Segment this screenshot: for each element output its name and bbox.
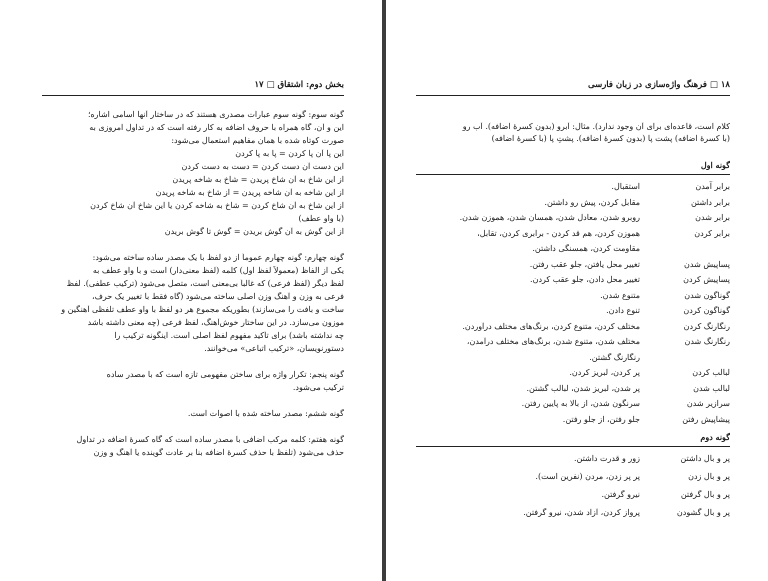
definition-term: گوناگون شدن bbox=[684, 290, 730, 300]
definition-row bbox=[386, 454, 768, 464]
definition-text: تغییر محل یافتن، جلو عقب رفتن. bbox=[529, 259, 640, 269]
definition-text: پر پر زدن، مردن (نفرین است). bbox=[535, 472, 640, 481]
definition-term: برابر آمدن bbox=[695, 182, 730, 191]
definition-row bbox=[386, 275, 768, 285]
body-text-line: گونه پنجم: تکرار واژه برای ساختن مفهومی تازه است که با مصدر ساده bbox=[106, 370, 344, 379]
definition-term: گوناگون کردن bbox=[683, 306, 730, 315]
intro-line: (با کسرهٔ اضافه) پشت پا (بدون کسرهٔ اضافه). پشتِ پا (با کسرهٔ اضافه) bbox=[491, 134, 730, 143]
body-text-line: گونه ششم: مصدر ساخته شده با اصوات است. bbox=[187, 409, 344, 418]
body-text-line: لفظ دیگر (لفظ فرعی) که غالباً بی‌معنی است، متصل می‌شود (ترکیب عطفی). لفظ bbox=[66, 279, 344, 288]
definition-text: نیرو گرفتن. bbox=[601, 490, 640, 499]
left-page-header: بخش دوم: اشتقاق □ ۱۷ bbox=[254, 80, 344, 90]
definition-text: مقاومت کردن، همسنگی داشتن. bbox=[532, 244, 640, 253]
definition-term: لبالب کردن bbox=[692, 368, 730, 377]
definition-row bbox=[386, 182, 768, 192]
definition-row bbox=[386, 337, 768, 347]
definition-row bbox=[386, 322, 768, 332]
definition-text: پر کردن، لبریز کردن. bbox=[569, 368, 640, 377]
definition-term: رنگارنگ کردن bbox=[683, 321, 730, 331]
definition-text: پرواز کردن، آزاد شدن، نیرو گرفتن. bbox=[523, 508, 640, 517]
body-text-line: گونه سوم: گونه سوم عبارات مصدری هستند که در ساختار آنها اسامی اشاره؛ bbox=[87, 110, 344, 119]
body-text-line: چه نداشته باشد) برای تأکید مفهوم لفظ اصلی است. اینگونه ترکیب را bbox=[114, 331, 344, 340]
body-text-line: این دست آن دست کردن = دست به دست کردن bbox=[181, 162, 344, 171]
definition-text: سرنگون شدن، از بالا به پایین رفتن. bbox=[521, 399, 640, 408]
body-text-line: یکی از الفاظ (معمولاً لفظ اول) کلمه (لفظ معنی‌دار) است و با واو عطف به bbox=[92, 266, 344, 275]
body-text-line: حذف می‌شود (تلفظ با حذف کسرهٔ اضافه بنا بر عادت گوینده یا آهنگ و وزن bbox=[93, 448, 344, 457]
definition-row bbox=[386, 213, 768, 223]
body-text-line: گونه هفتم: کلمه مرکب اضافی با مصدر ساده است که گاه کسرهٔ اضافه در تداول bbox=[76, 435, 344, 444]
left-header-rule bbox=[42, 95, 344, 96]
body-text-line: فرعی به وزن و آهنگ وزن اصلی ساخته می‌شود (گاه فقط با تغییر یک حرف، bbox=[92, 292, 344, 301]
body-text-line: موزون می‌سازد. در این ساختار خوش‌آهنگ، لفظ فرعی (چه معنی داشته باشد bbox=[87, 318, 344, 327]
definition-row bbox=[386, 490, 768, 500]
body-text-line: این پا آن پا کردن = پا به پا کردن bbox=[235, 149, 344, 158]
definition-text: استقبال. bbox=[611, 182, 640, 191]
definition-text: مقابل کردن، پیش رو داشتن. bbox=[544, 197, 640, 207]
definition-text: مختلف کردن، متنوع کردن، برنگ‌های مختلف درآوردن. bbox=[462, 321, 640, 331]
body-text-line: از این گوش به آن گوش بریدن = گوش تا گوش بریدن bbox=[164, 227, 344, 236]
definition-term: برابر داشتن bbox=[690, 197, 730, 207]
body-text-line: گونه چهارم: گونه چهارم عموماً از دو لفظ با یک مصدر ساده ساخته می‌شود: bbox=[92, 253, 344, 262]
definition-row bbox=[386, 229, 768, 239]
body-text-line: ترکیب می‌شود. bbox=[292, 383, 344, 392]
definition-text: پر شدن، لبریز شدن، لبالب گشتن. bbox=[526, 383, 640, 393]
definition-term: لبالب شدن bbox=[693, 383, 730, 393]
section-title: گونه دوم bbox=[700, 432, 730, 442]
definition-row bbox=[386, 306, 768, 316]
definition-term: سرازیر شدن bbox=[686, 399, 730, 408]
definition-term: پر و بال داشتن bbox=[680, 454, 730, 463]
right-page-header: ۱۸ □ فرهنگ واژه‌سازی در زبان فارسی bbox=[588, 80, 730, 90]
body-text-line: این و آن، گاه همراه با حروف اضافه به کار رفته است که در تداول امروزی به bbox=[89, 123, 344, 132]
definition-text: تنوع دادن. bbox=[606, 306, 640, 315]
definition-row bbox=[386, 260, 768, 270]
definition-term: پر و بال گشودن bbox=[676, 508, 730, 517]
definition-term: برابر کردن bbox=[694, 228, 730, 238]
intro-line: کلام است، قاعده‌ای برای آن وجود ندارد). مثال: آبرو (بدون کسرهٔ اضافه). آب رو bbox=[462, 122, 730, 131]
definition-term: پساپیش شدن bbox=[684, 259, 730, 269]
definition-text: مختلف شدن، متنوع شدن، برنگ‌های مختلف درآمدن، bbox=[466, 337, 640, 346]
definition-text: رنگارنگ گشتن. bbox=[589, 352, 640, 362]
body-text-line: (با واو عطف) bbox=[298, 214, 344, 223]
section-rule bbox=[416, 446, 730, 447]
right-page bbox=[386, 0, 768, 581]
body-text-line: دستورنویسان، «ترکیب اتباعی» می‌خوانند. bbox=[204, 344, 344, 353]
definition-term: پر و بال زدن bbox=[688, 472, 730, 481]
body-text-line: صورت کوتاه شده با همان مفاهیم استعمال می‌شود: bbox=[171, 136, 344, 145]
definition-text: تغییر محل دادن، جلو عقب کردن. bbox=[530, 275, 640, 284]
definition-row bbox=[386, 198, 768, 208]
body-text-line: از این شاخ به آن شاخ پریدن = شاخ به شاخه پریدن bbox=[172, 175, 344, 184]
definition-row bbox=[386, 472, 768, 482]
definition-row bbox=[386, 244, 768, 254]
definition-row bbox=[386, 399, 768, 409]
body-text-line: ساخت و بافت را می‌سازند) بطوریکه مجموع هر دو لفظ با واو عطف تلفظی آهنگین و bbox=[61, 305, 344, 314]
definition-term: پر و بال گرفتن bbox=[680, 490, 730, 499]
definition-row bbox=[386, 384, 768, 394]
definition-text: زور و قدرت داشتن. bbox=[573, 454, 640, 463]
section-title: گونه اول bbox=[700, 160, 730, 170]
definition-text: جلو رفتن، از جلو رفتن. bbox=[562, 414, 640, 424]
definition-term: پساپیش کردن bbox=[683, 275, 730, 284]
definition-row bbox=[386, 415, 768, 425]
definition-term: پیشاپیش رفتن bbox=[682, 414, 730, 424]
definition-term: برابر شدن bbox=[695, 213, 730, 222]
body-text-line: از این شاخه به آن شاخه پریدن = از شاخ به شاخه پریدن bbox=[155, 188, 344, 197]
left-page bbox=[0, 0, 382, 581]
definition-row bbox=[386, 368, 768, 378]
definition-text: متنوع شدن. bbox=[600, 290, 640, 300]
definition-text: روبرو شدن، معادل شدن، همسان شدن، هموزن شدن. bbox=[459, 213, 640, 222]
definition-term: رنگارنگ شدن bbox=[684, 337, 730, 346]
section-rule bbox=[416, 174, 730, 175]
definition-text: هموزن کردن، هم قد کردن - برابری کردن، تقابل، bbox=[477, 228, 640, 238]
definition-row bbox=[386, 508, 768, 518]
definition-row bbox=[386, 353, 768, 363]
right-header-rule bbox=[416, 95, 730, 96]
body-text-line: از این شاخ به آن شاخ کردن = شاخ به شاخه کردن یا این شاخ آن شاخ کردن bbox=[90, 201, 344, 210]
definition-row bbox=[386, 291, 768, 301]
